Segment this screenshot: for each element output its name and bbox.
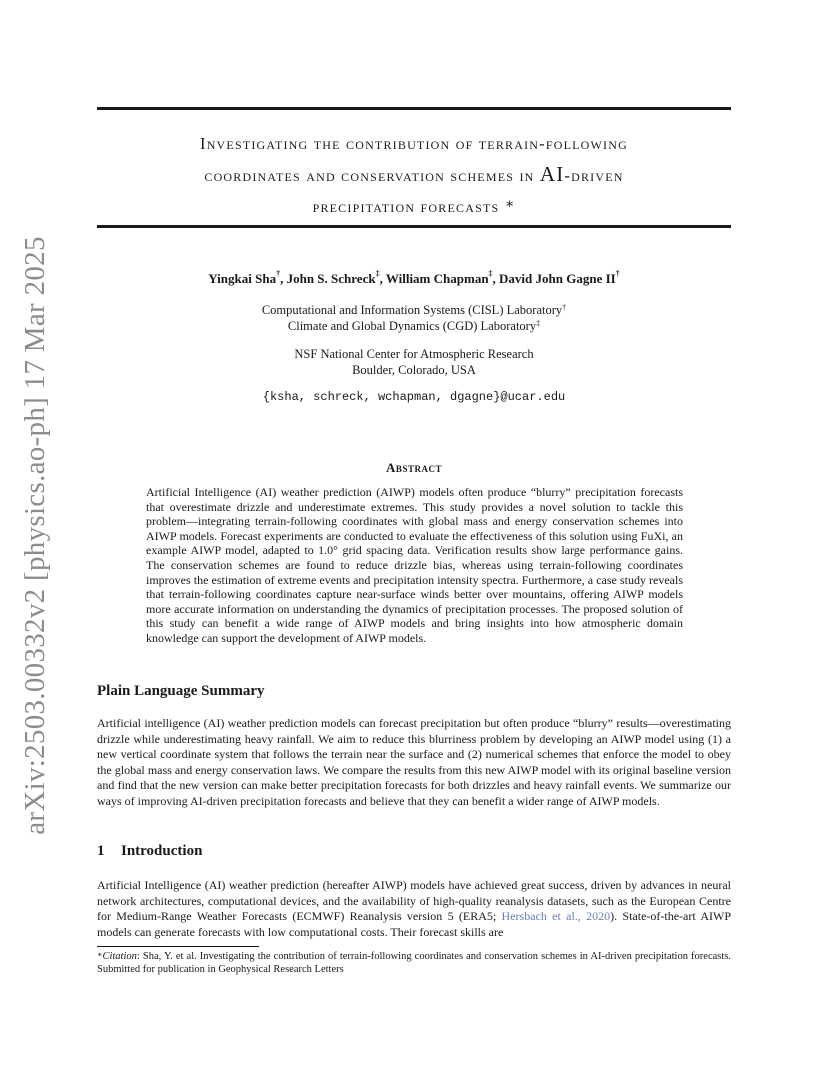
introduction-heading <box>97 843 202 860</box>
affiliation-line <box>97 318 731 334</box>
affiliation-mark: ‡ <box>536 319 541 328</box>
author-name: Yingkai Sha <box>208 271 277 286</box>
section-title: Introduction <box>121 843 203 859</box>
title-bottom-rule <box>97 225 731 228</box>
affiliation-lab-2: Climate and Global Dynamics (CGD) Laboratory <box>287 319 537 333</box>
paper-title <box>97 128 731 222</box>
section-number: 1 <box>97 843 105 859</box>
introduction-text: Artificial Intelligence (AI) weather prediction (hereafter AIWP) models have achieved great success, driven by advances in neural network architectures, computational devices, and the availability of high-quality reanalysis datasets, such as the European Centre for Medium-Range Weather Forecasts (ECMWF) Reanalysis version 5 (ERA5; <box>97 878 731 924</box>
affiliation-center: NSF National Center for Atmospheric Research <box>294 347 534 361</box>
arxiv-identifier-watermark <box>14 235 56 835</box>
footnote <box>97 950 731 976</box>
author-name: John S. Schreck <box>286 271 376 286</box>
title-line-3 <box>97 191 731 222</box>
author-name: William Chapman <box>385 271 489 286</box>
title-line-3-text: precipitation forecasts <box>312 197 500 216</box>
plain-language-summary-body: Artificial intelligence (AI) weather prediction models can forecast precipitation but often produce “blurry” results––overestimating drizzle while underestimating heavy rainfall. We aim to reduce this blurriness problem by developing an AIWP model using (1) a new vertical coordinate system that follows the terrain near the surface and (2) numerical schemes that enforce the model to obey the global mass and energy conservation laws. We compare the results from this new AIWP model with its original baseline version and find that the new version can make better precipitation forecasts for both drizzles and heavy rainfall events. We summarize our ways of improving AI-driven precipitation forecasts and believe that they can benefit a wider range of AIWP models. <box>97 716 731 808</box>
author-mark: ‡ <box>488 269 493 278</box>
title-line-2 <box>97 159 731 191</box>
author-name: David John Gagne II <box>499 271 616 286</box>
title-ai-text: AI <box>539 162 565 186</box>
author-mark: † <box>615 269 620 278</box>
abstract-heading: Abstract <box>386 460 442 475</box>
affiliation-line <box>97 302 731 318</box>
footnote-mark: ∗ <box>97 950 103 959</box>
arxiv-identifier-text: arXiv:2503.00332v2 [physics.ao-ph] 17 Mar 2025 <box>18 235 51 835</box>
title-top-rule <box>97 107 731 110</box>
affiliation-lab-1: Computational and Information Systems (CISL) Laboratory <box>261 303 563 317</box>
introduction-text-continued: ). State-of-the-art AIWP models can generate forecasts with low computational costs. Their forecast skills are <box>97 909 732 939</box>
affiliation-institution <box>97 346 731 378</box>
abstract-body: Artificial Intelligence (AI) weather prediction (AIWP) models often produce “blurry” precipitation forecasts that overestimate drizzle and underestimate extremes. This study provides a novel solution to tackle this problem—integrating terrain-following coordinates with global mass and energy conservation schemes into AIWP models. Forecast experiments are conducted to evaluate the effectiveness of this solution using FuXi, an example AIWP model, adapted to 1.0° grid spacing data. Verification results show large performance gains. The conservation schemes are found to reduce drizzle bias, whereas using terrain-following coordinates improves the estimation of extreme events and precipitation intensity spectra. Furthermore, a case study reveals that terrain-following coordinates capture near-surface winds better over mountains, offering AIWP models more accurate information on understanding the dynamics of precipitation processes. The proposed solution of this study can benefit a wide range of AIWP models and bring insights into how atmospheric domain knowledge can support the development of AIWP models. <box>146 485 683 645</box>
title-line-2-suffix: -driven <box>564 166 624 185</box>
author-mark: † <box>276 269 281 278</box>
title-line-2-text: coordinates and conservation schemes in <box>204 166 535 185</box>
citation-link[interactable]: Hersbach et al., 2020 <box>501 909 611 924</box>
footnote-label: Citation <box>102 951 137 962</box>
affiliation-labs <box>97 302 731 334</box>
affiliation-location: Boulder, Colorado, USA <box>352 363 476 377</box>
author-mark: ‡ <box>375 269 380 278</box>
title-footnote-mark: ∗ <box>504 197 516 212</box>
author-list: Yingkai Sha†, John S. Schreck‡, William Chapman‡, David John Gagne II† <box>208 269 620 286</box>
author-emails: {ksha, schreck, wchapman, dgagne}@ucar.edu <box>262 390 566 404</box>
footnote-rule <box>97 946 259 947</box>
affiliation-mark: † <box>562 303 567 312</box>
plain-language-summary-heading: Plain Language Summary <box>97 683 265 699</box>
footnote-text: : Sha, Y. et al. Investigating the contribution of terrain-following coordinates and conservation schemes in AI-driven precipitation forecasts. Submitted for publication in Geophysical Research Letters <box>97 951 731 975</box>
introduction-body <box>97 878 731 940</box>
title-line-1: Investigating the contribution of terrain-following <box>200 134 628 153</box>
